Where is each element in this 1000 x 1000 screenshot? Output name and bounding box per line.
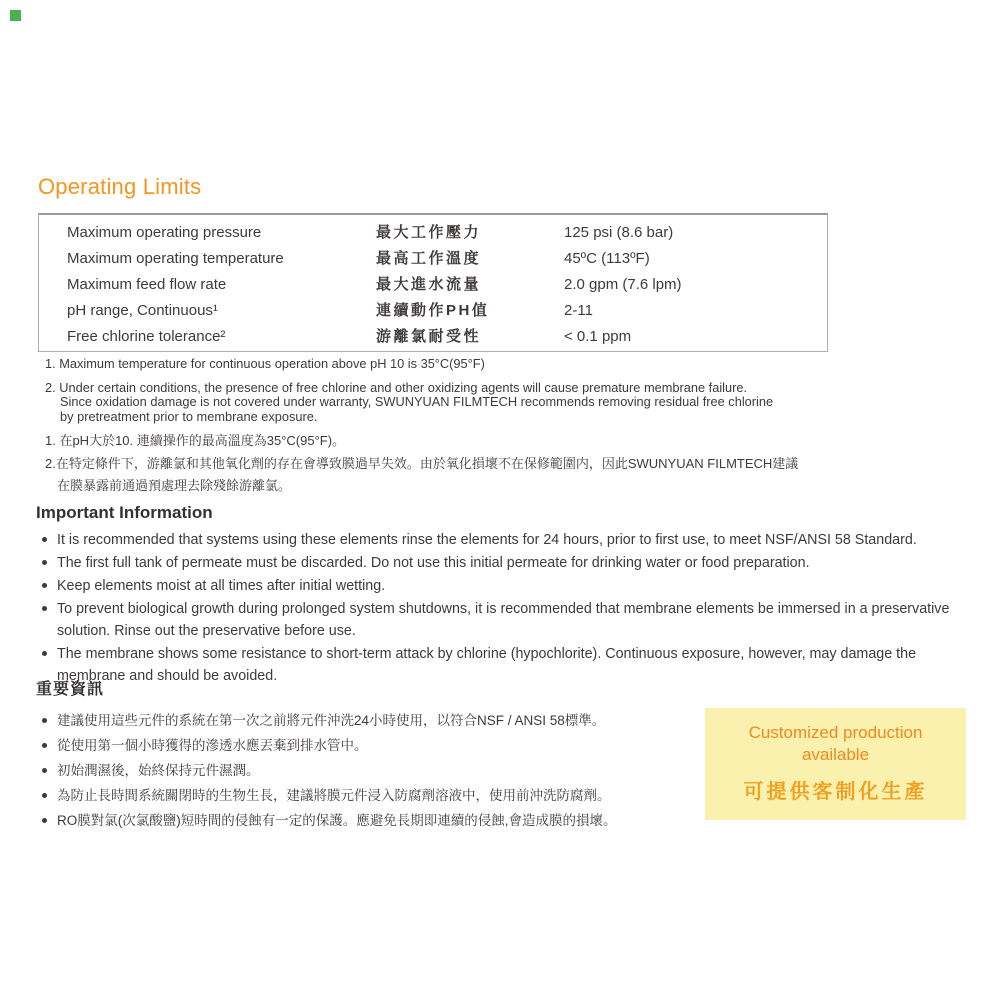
list-item: The first full tank of permeate must be discarded. Do not use this initial permeate for drinking water or food preparation. bbox=[36, 552, 964, 574]
limit-label-zh: 最大工作壓力 bbox=[376, 224, 482, 241]
limit-value: 2.0 gpm (7.6 lpm) bbox=[564, 276, 682, 293]
footnote-2-en-line2: Since oxidation damage is not covered under warranty, SWUNYUAN FILMTECH recommends removing residual free chlorine bbox=[60, 394, 774, 409]
footnote-1-zh: 1. 在pH大於10. 連續操作的最高溫度為35°C(95°F)。 bbox=[45, 433, 346, 448]
table-row bbox=[39, 298, 827, 324]
promo-text-zh: 可提供客制化生產 bbox=[743, 781, 928, 803]
footnote-2-zh-line2: 在膜暴露前通過預處理去除殘餘游離氯。 bbox=[57, 478, 292, 493]
important-information-list bbox=[36, 529, 964, 687]
limit-label-zh: 最大進水流量 bbox=[376, 276, 482, 293]
list-item: To prevent biological growth during prolonged system shutdowns, it is recommended that membrane elements be immersed in a preservative solution. Rinse out the preservative before use. bbox=[36, 598, 964, 642]
important-information-heading-zh: 重要資訊 bbox=[36, 681, 105, 698]
limit-label-en: Maximum operating temperature bbox=[67, 250, 284, 267]
list-item: The membrane shows some resistance to short-term attack by chlorine (hypochlorite). Continuous exposure, however, may damage the membrane and should be avoided. bbox=[36, 643, 964, 687]
table-row bbox=[39, 246, 827, 272]
footnotes-english bbox=[45, 357, 875, 424]
table-row bbox=[39, 272, 827, 298]
limit-value: 2-11 bbox=[564, 302, 593, 319]
limit-label-en: Maximum feed flow rate bbox=[67, 276, 227, 293]
important-information-section-zh bbox=[36, 676, 716, 833]
list-item: 為防止長時間系統關閉時的生物生長，建議將膜元件浸入防腐劑溶液中，使用前沖洗防腐劑。 bbox=[36, 783, 716, 808]
footnote-1-en: 1. Maximum temperature for continuous operation above pH 10 is 35°C(95°F) bbox=[45, 356, 485, 371]
important-information-section bbox=[36, 503, 964, 688]
important-information-heading: Important Information bbox=[36, 503, 213, 522]
list-item: It is recommended that systems using these elements rinse the elements for 24 hours, prior to first use, to meet NSF/ANSI 58 Standard. bbox=[36, 529, 964, 551]
footnotes-chinese bbox=[45, 430, 965, 498]
limit-value: < 0.1 ppm bbox=[564, 328, 632, 345]
page-title: Operating Limits bbox=[38, 174, 202, 199]
footnote-2-en-line1: 2. Under certain conditions, the presence of free chlorine and other oxidizing agents will cause premature membrane failure. bbox=[45, 379, 748, 395]
customized-production-banner bbox=[705, 708, 966, 820]
list-item: RO膜對氯(次氯酸鹽)短時間的侵蝕有一定的保護。應避免長期即連續的侵蝕,會造成膜的損壞。 bbox=[36, 808, 716, 833]
table-row bbox=[39, 220, 827, 246]
list-item: Keep elements moist at all times after initial wetting. bbox=[36, 575, 964, 597]
promo-text-en-line2: available bbox=[801, 745, 870, 764]
limit-value: 125 psi (8.6 bar) bbox=[564, 224, 674, 241]
list-item: 建議使用這些元件的系統在第一次之前將元件沖洗24小時使用，以符合NSF / ANSI 58標準。 bbox=[36, 708, 716, 733]
green-corner-mark bbox=[10, 10, 21, 21]
promo-text-en-line1: Customized production bbox=[748, 723, 923, 742]
limit-label-en: Free chlorine tolerance² bbox=[67, 328, 226, 345]
limit-label-zh: 連續動作PH值 bbox=[376, 302, 490, 319]
table-row bbox=[39, 324, 827, 350]
operating-limits-table bbox=[38, 213, 828, 352]
important-information-list-zh bbox=[36, 708, 716, 833]
limit-label-zh: 最高工作溫度 bbox=[376, 250, 482, 267]
footnote-2-en-line3: by pretreatment prior to membrane exposure. bbox=[60, 408, 318, 424]
list-item: 初始潤濕後，始終保持元件濕潤。 bbox=[36, 758, 716, 783]
limit-label-zh: 游離氯耐受性 bbox=[376, 328, 482, 345]
footnote-2-zh-line1: 2.在特定條件下，游離氯和其他氧化劑的存在會導致膜過早失效。由於氧化損壞不在保修範圍内，因此SWUNYUAN FILMTECH建議 bbox=[45, 455, 799, 471]
limit-label-en: pH range, Continuous¹ bbox=[67, 302, 218, 319]
list-item: 從使用第一個小時獲得的滲透水應丟棄到排水管中。 bbox=[36, 733, 716, 758]
limit-value: 45ºC (113ºF) bbox=[564, 250, 650, 267]
limit-label-en: Maximum operating pressure bbox=[67, 224, 262, 241]
